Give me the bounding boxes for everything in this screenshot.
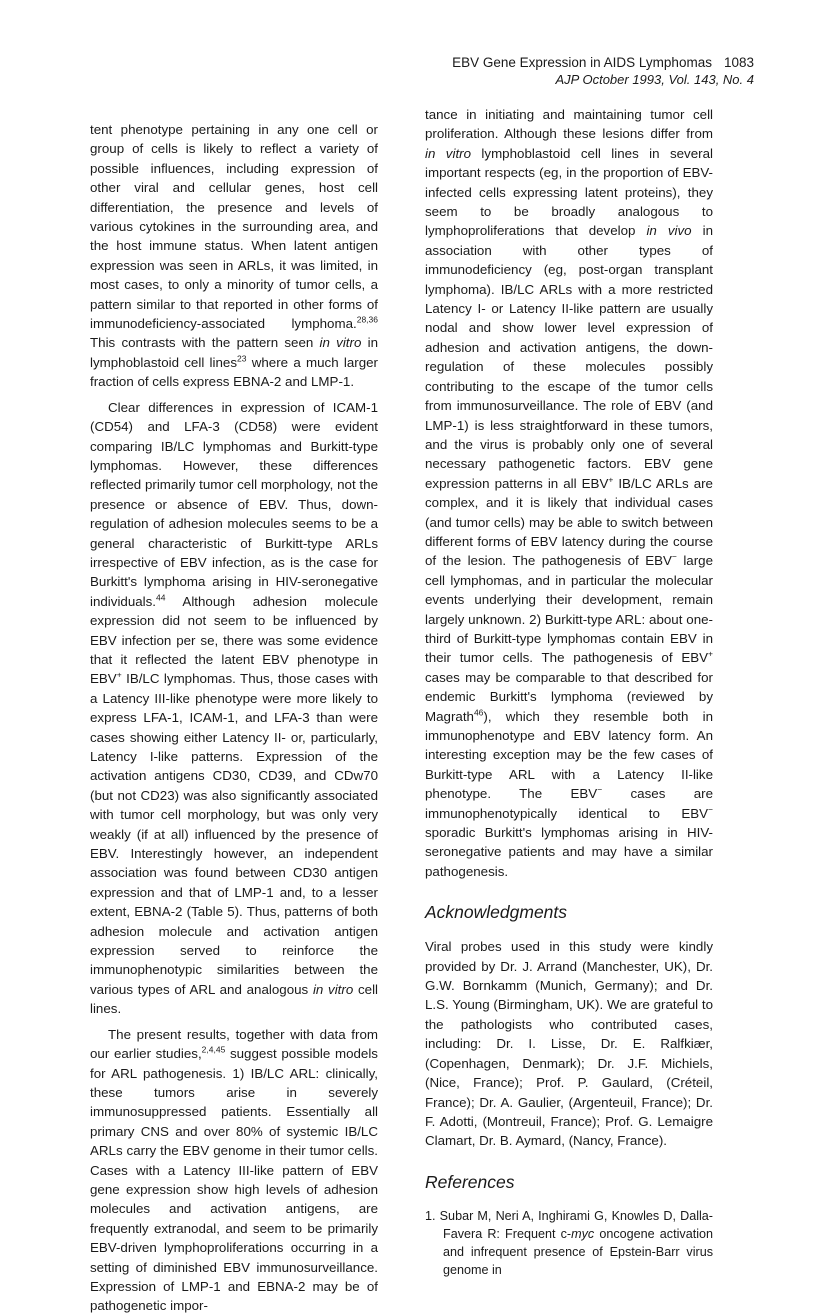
paragraph-continued: tent phenotype pertaining in any one cell or group of cells is likely to reflect a variety of possible influences, including expression of other viral and cellular genes, host cell differentiation, the presence and levels of various cytokines in the surrounding area, and the host immune status. When latent antigen expression was seen in ARLs, it was limited, in most cases, to only a minority of tumor cells, a pattern similar to that reported in other forms of immunodeficiency-associated lymphoma.$^{28,36}$ This contrasts with the pattern seen in vitro in lymphoblastoid cell lines$^{23}$ where a much larger fraction of cells express EBNA-2 and LMP-1. [90, 122, 379, 390]
reference-item: 1. Subar M, Neri A, Inghirami G, Knowles D, Dalla-Favera R: Frequent c-myc oncogene activation and infrequent presence of Epstein-Barr virus genome in [425, 1208, 714, 1277]
header-title-line [452, 54, 754, 71]
running-title: EBV Gene Expression in AIDS Lymphomas [452, 55, 712, 70]
running-header [452, 54, 754, 88]
acknowledgments-text: Viral probes used in this study were kindly provided by Dr. J. Arrand (Manchester, UK), Dr. G.W. Bornkamm (Munich, Germany); and Dr. L.S. Young (Birmingham, UK). We are grateful to the pathologists who contributed cases, including: Dr. I. Lisse, Dr. E. Ralfkiær, (Copenhagen, Denmark); Dr. J.F. Michiels, (Nice, France); Prof. P. Gaulard, (Créteil, France); Dr. A. Gaulier, (Argenteuil, France); Dr. F. Adotti, (Montreuil, France); Prof. G. Lemaigre Clamart, Dr. B. Aymard, (Nancy, France). [425, 939, 713, 1149]
paragraph-pathogenesis: The present results, together with data from our earlier studies,$^{2,4,45}$ suggest possible models for ARL pathogenesis. 1) IB/LC ARL: clinically, these tumors arise in severely immunosuppressed patients. Essentially all primary CNS and over 80% of systemic IB/LC ARLs carry the EBV genome in their tumor cells. Cases with a Latency III-like pattern of EBV gene expression show high levels of adhesion molecules and activation antigens, are frequently extranodal, and seem to be primarily EBV-driven lymphoproliferations occurring in a setting of diminished EBV immunosurveillance. Expression of LMP-1 and EBNA-2 may be of pathogenetic impor- [90, 1026, 378, 1314]
references-heading: References [425, 1171, 515, 1192]
paragraph-pathogenesis-continued: tance in initiating and maintaining tumor cell proliferation. Although these lesions differ from in vitro lymphoblastoid cell lines in several important respects (eg, in the proportion of EBV-infected cells expressing latent proteins), they seem to be broadly analogous to lymphoproliferations that develop in vivo in association with other types of immunodeficiency (eg, post-organ transplant lymphoma). IB/LC ARLs with a more restricted Latency I- or Latency II-like pattern are usually nodal and show lower level expression of adhesion and activation antigens, the down-regulation of these molecules possibly contributing to the escape of the tumor cells from immunosurveillance. The role of EBV (and LMP-1) is less straightforward in these tumors, and the virus is probably only one of several necessary pathogenetic factors. EBV gene expression patterns in all EBV+ IB/LC ARLs are complex, and it is likely that individual cases (and tumor cells) may be able to switch between different forms of EBV latency during the course of the lesion. The pathogenesis of EBV− large cell lymphomas, and in particular the molecular events underlying their development, remain largely unknown. 2) Burkitt-type ARL: about one-third of Burkitt-type lymphomas contain EBV in their tumor cells. The pathogenesis of EBV+ cases may be comparable to that described for endemic Burkitt's lymphoma (reviewed by Magrath$^{46}$), which they resemble both in immunophenotype and EBV latency form. An interesting exception may be the few cases of Burkitt-type ARL with a Latency II-like phenotype. The EBV− cases are immunophenotypically identical to EBV− sporadic Burkitt's lymphomas arising in HIV-seronegative patients and may have a similar pathogenesis. [425, 107, 714, 879]
paragraph-adhesion: Clear differences in expression of ICAM-1 (CD54) and LFA-3 (CD58) were evident comparing IB/LC lymphomas and Burkitt-type lymphomas. However, these differences reflected primarily tumor cell morphology, not the presence or absence of EBV. Thus, down-regulation of adhesion molecules seems to be a general characteristic of Burkitt-type ARLs irrespective of EBV infection, as is the case for Burkitt's lymphoma arising in HIV-seronegative individuals.$^{44}$ Although adhesion molecule expression did not seem to be influenced by EBV infection per se, there was some evidence that it reflected the latent EBV phenotype in EBV+ IB/LC lymphomas. Thus, those cases with a Latency III-like phenotype were more likely to express LFA-1, ICAM-1, and LFA-3 than were cases showing either Latency II- or, particularly, Latency I-like patterns. Expression of the activation antigens CD30, CD39, and CDw70 (but not CD23) was also significantly associated with tumor cell morphology, but was only very weakly (if at all) influenced by the presence of EBV. Interestingly however, an independent association was found between CD30 antigen expression and that of LMP-1 and, to a lesser extent, EBNA-2 (Table 5). Thus, patterns of both adhesion molecule and activation antigen expression served to reinforce the immunophenotypic similarities between the various types of ARL and analogous in vitro cell lines. [90, 399, 379, 1017]
left-column [90, 120, 378, 1316]
page-number: 1083 [723, 55, 754, 70]
acknowledgments-heading: Acknowledgments [425, 902, 568, 923]
journal-citation: AJP October 1993, Vol. 143, No. 4 [555, 72, 754, 87]
right-column [425, 105, 713, 1279]
